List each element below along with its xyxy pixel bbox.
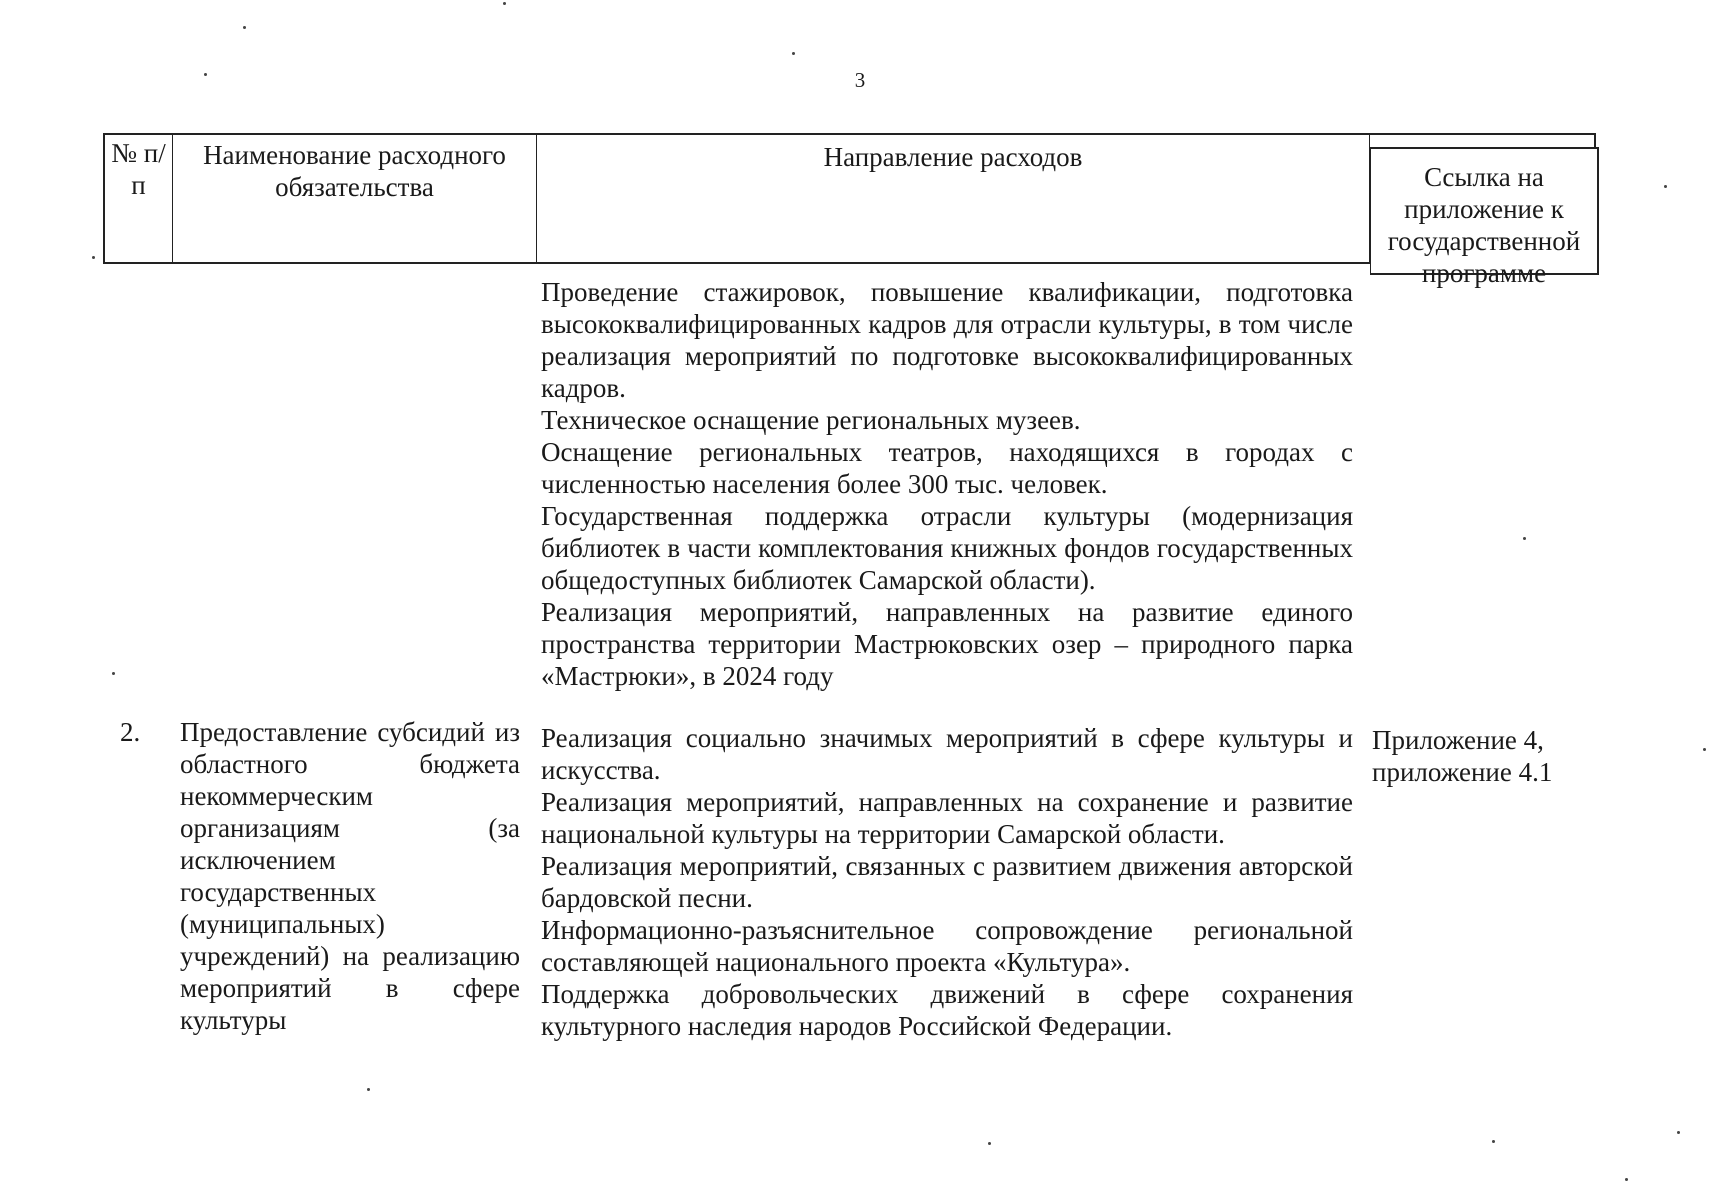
row2-directions xyxy=(541,722,1353,1042)
scan-speck xyxy=(792,52,795,55)
header-program-reference: Ссылка на приложение к государственной программе xyxy=(1370,147,1599,275)
row2-direction-item: Реализация мероприятий, связанных с развитием движения авторской бардовской песни. xyxy=(541,851,1353,913)
row2-program-reference: Приложение 4, приложение 4.1 xyxy=(1372,725,1553,787)
scan-speck xyxy=(204,73,207,76)
scan-speck xyxy=(1492,1140,1495,1143)
scan-speck xyxy=(503,2,506,5)
scan-speck xyxy=(367,1088,370,1091)
header-number: № п/п xyxy=(105,135,173,262)
scan-speck xyxy=(988,1142,991,1145)
row1-direction-item: Проведение стажировок, повышение квалификации, подготовка высококвалифицированных кадров для отрасли культуры, в том числе реализация мероприятий по подготовке высококвалифицированных кадров. xyxy=(541,277,1353,403)
row2-number: 2. xyxy=(120,717,141,747)
table-header xyxy=(103,133,1596,288)
header-expense-direction: Направление расходов xyxy=(537,135,1370,262)
scan-speck xyxy=(1664,185,1667,188)
row1-direction-item: Оснащение региональных театров, находящихся в городах с численностью населения более 300 тыс. человек. xyxy=(541,437,1353,499)
scan-speck xyxy=(92,256,95,259)
row2-direction-item: Информационно-разъяснительное сопровождение региональной составляющей национального проекта «Культура». xyxy=(541,915,1353,977)
row1-direction-item: Государственная поддержка отрасли культуры (модернизация библиотек в части комплектования книжных фондов государственных общедоступных библиотек Самарской области). xyxy=(541,501,1353,595)
page-number: 3 xyxy=(854,68,866,92)
row2-direction-item: Поддержка добровольческих движений в сфере сохранения культурного наследия народов Российской Федерации. xyxy=(541,979,1353,1041)
row1-direction-item: Реализация мероприятий, направленных на развитие единого пространства территории Мастрюковских озер – природного парка «Мастрюки», в 2024 году xyxy=(541,597,1353,691)
scan-speck xyxy=(243,26,246,29)
row1-direction-item: Техническое оснащение региональных музеев. xyxy=(541,405,1081,435)
scan-speck xyxy=(112,672,115,675)
row2-direction-item: Реализация социально значимых мероприятий в сфере культуры и искусства. xyxy=(541,723,1353,785)
scan-speck xyxy=(1677,1131,1680,1134)
scan-speck xyxy=(1523,537,1526,540)
header-obligation-name: Наименование расходного обязательства xyxy=(173,135,537,262)
row2-obligation-name: Предоставление субсидий из областного бюджета некоммерческим организациям (за исключением государственных (муниципальных) учреждений) на реализацию мероприятий в сфере культуры xyxy=(180,717,520,1035)
row1-directions xyxy=(541,276,1353,692)
row2-direction-item: Реализация мероприятий, направленных на сохранение и развитие национальной культуры на территории Самарской области. xyxy=(541,787,1353,849)
scan-speck xyxy=(1703,748,1706,751)
scan-speck xyxy=(1625,1178,1628,1181)
